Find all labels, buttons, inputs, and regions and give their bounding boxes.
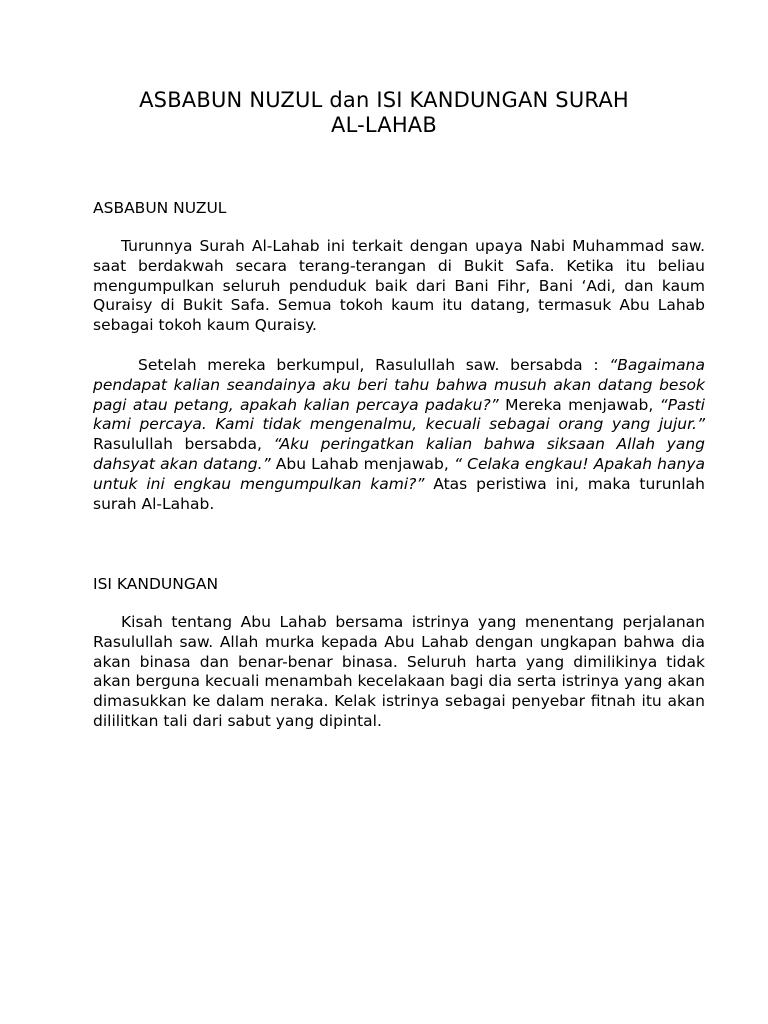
- section-heading-isi-kandungan: ISI KANDUNGAN: [93, 575, 219, 593]
- quote-rasulullah-2: “Aku peringatkan kalian bahwa siksaan Allah yang dahsyat akan datang.”: [93, 435, 706, 473]
- paragraph-asbabun-nuzul-1: Turunnya Surah Al-Lahab ini terkait dengan upaya Nabi Muhammad saw. saat berdakwah secara terang-terangan di Bukit Safa. Ketika itu beliau mengumpulkan seluruh penduduk baik dari Bani Fihr, Bani ‘Adi, dan kaum Quraisy di Bukit Safa. Semua tokoh kaum itu datang, termasuk Abu Lahab sebagai tokoh kaum Quraisy.: [93, 237, 705, 335]
- paragraph-asbabun-nuzul-2: [93, 356, 705, 514]
- text-segment: Setelah mereka berkumpul, Rasulullah saw. bersabda :: [138, 356, 610, 374]
- paragraph-isi-kandungan: Kisah tentang Abu Lahab bersama istrinya yang menentang perjalanan Rasulullah saw. Allah murka kepada Abu Lahab dengan ungkapan bahwa dia akan binasa dan benar-benar binasa. Seluruh harta yang dimilikinya tidak akan berguna kecuali menambah kecelakaan bagi dia serta istrinya yang akan dimasukkan ke dalam neraka. Kelak istrinya sebagai penyebar fitnah itu akan dililitkan tali dari sabut yang dipintal.: [93, 613, 705, 730]
- title-line-2: AL-LAHAB: [331, 113, 437, 137]
- text-segment: Rasulullah bersabda,: [93, 435, 274, 454]
- quote-rasulullah-1: “Bagaimana pendapat kalian seandainya aku beri tahu bahwa musuh akan datang besok pagi atau petang, apakah kalian percaya padaku?”: [93, 356, 705, 414]
- text-segment: Abu Lahab menjawab,: [270, 454, 454, 473]
- quote-abu-lahab: “ Celaka engkau! Apakah hanya untuk ini engkau mengumpulkan kami?”: [93, 454, 705, 493]
- page-title: [80, 88, 688, 138]
- title-line-1: ASBABUN NUZUL dan ISI KANDUNGAN SURAH: [139, 88, 629, 112]
- section-heading-asbabun-nuzul: ASBABUN NUZUL: [93, 199, 227, 217]
- text-segment: Mereka menjawab,: [498, 395, 660, 414]
- quote-kaum: “Pasti kami percaya. Kami tidak mengenalmu, kecuali sebagai orang yang jujur.”: [93, 395, 705, 434]
- text-segment: Atas peristiwa ini, maka turunlah surah Al-Lahab.: [93, 474, 705, 513]
